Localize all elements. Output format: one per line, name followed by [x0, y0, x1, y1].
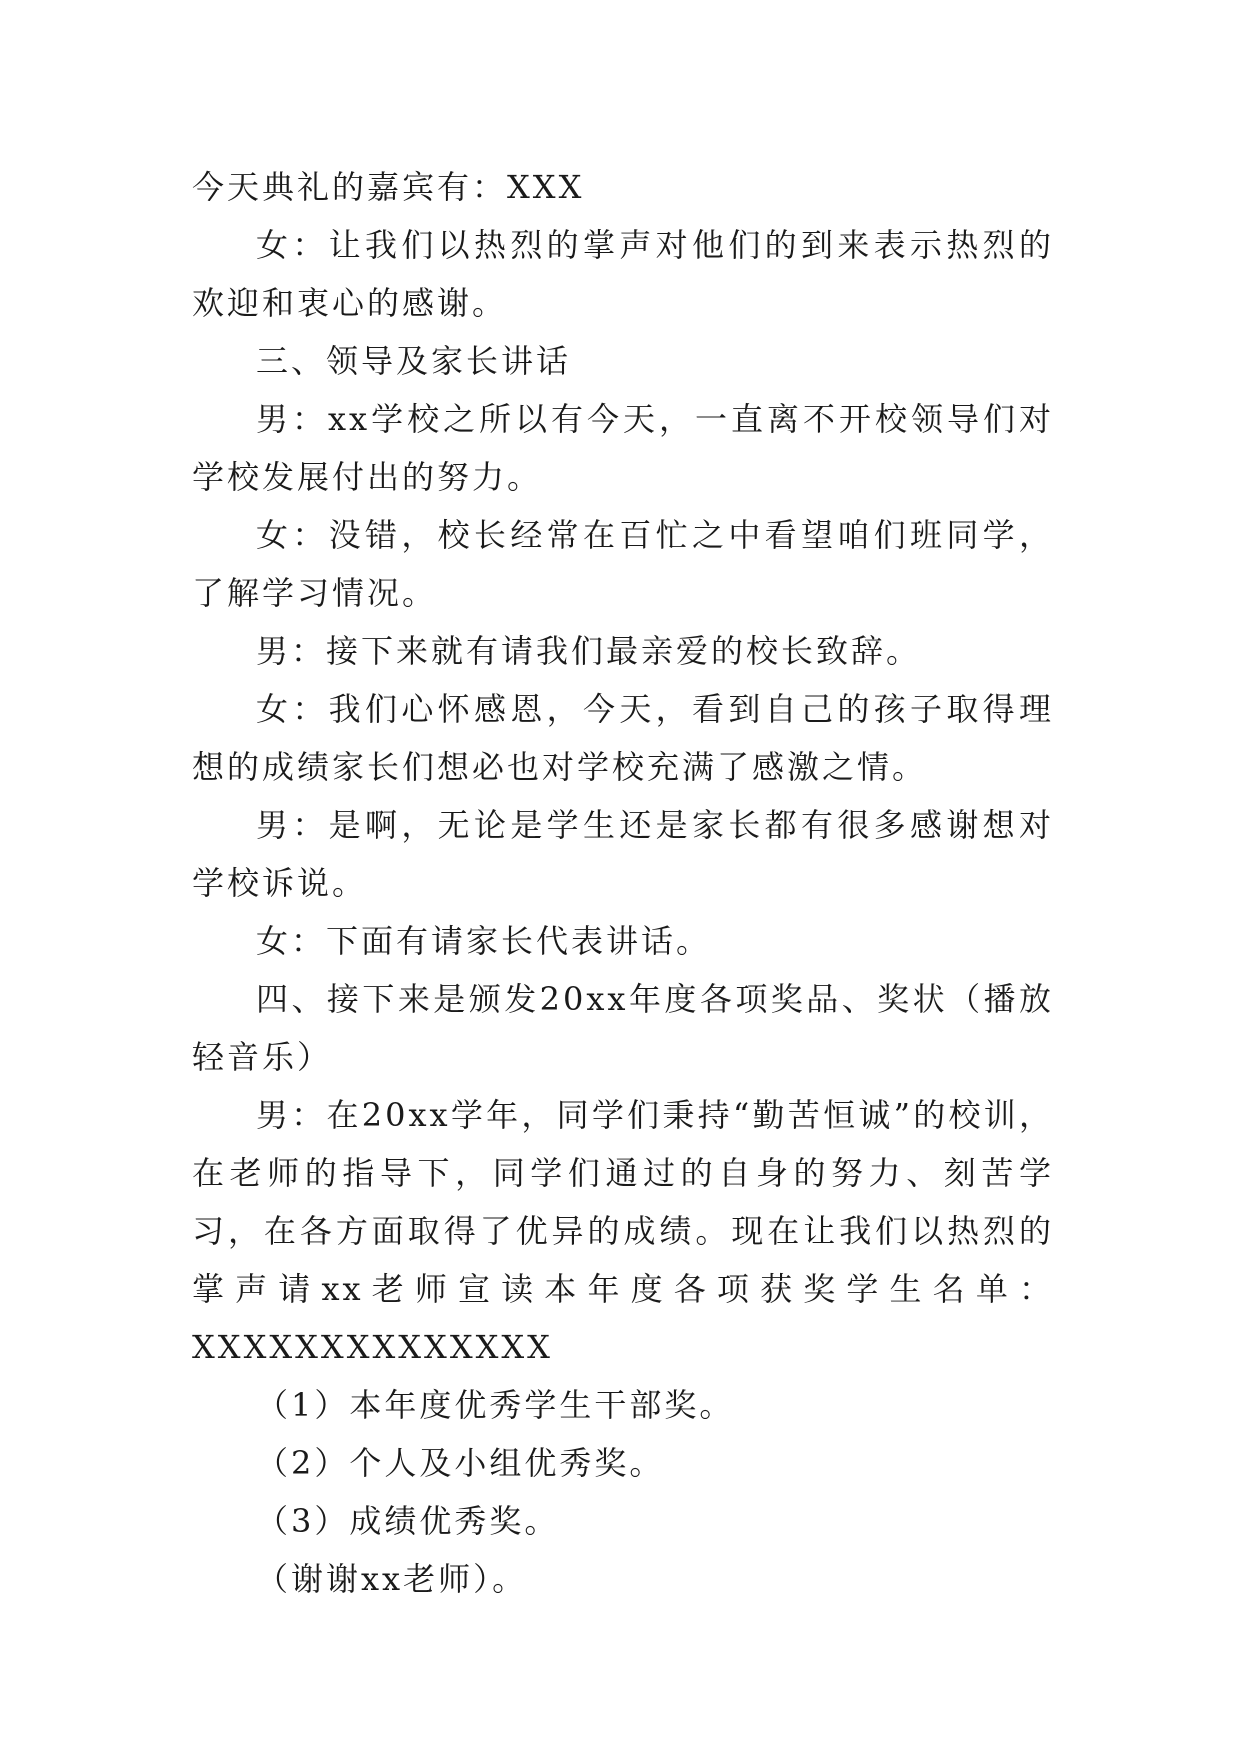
section-heading-awards: 四、接下来是颁发20xx年度各项奖品、奖状（播放轻音乐）	[192, 980, 1054, 1076]
award-item-1: （1）本年度优秀学生干部奖。	[256, 1386, 735, 1424]
section-heading-speeches: 三、领导及家长讲话	[256, 342, 572, 380]
award-item-3: （3）成绩优秀奖。	[256, 1502, 560, 1540]
document-body	[192, 158, 1054, 1608]
paragraph-closing-thanks: （谢谢xx老师）。	[256, 1560, 528, 1598]
paragraph-parent-speech: 女：下面有请家长代表讲话。	[256, 922, 712, 960]
paragraph-school-leaders: 男：xx学校之所以有今天，一直离不开校领导们对学校发展付出的努力。	[192, 400, 1054, 496]
paragraph-guests: 今天典礼的嘉宾有：XXX	[192, 168, 585, 206]
award-item-2: （2）个人及小组优秀奖。	[256, 1444, 665, 1482]
paragraph-thanks: 男：是啊，无论是学生还是家长都有很多感谢想对学校诉说。	[192, 806, 1054, 902]
paragraph-principal-speech: 男：接下来就有请我们最亲爱的校长致辞。	[256, 632, 922, 670]
paragraph-awards-intro: 男：在20xx学年，同学们秉持“勤苦恒诚”的校训，在老师的指导下，同学们通过的自身的努力、刻苦学习，在各方面取得了优异的成绩。现在让我们以热烈的掌声请xx老师宣读本年度各项获奖学生名单：XXXXXXXXXXXXXX	[192, 1096, 1054, 1366]
paragraph-principal-visits: 女：没错，校长经常在百忙之中看望咱们班同学，了解学习情况。	[192, 516, 1054, 612]
paragraph-gratitude: 女：我们心怀感恩，今天，看到自己的孩子取得理想的成绩家长们想必也对学校充满了感激之情。	[192, 690, 1054, 786]
paragraph-welcome: 女：让我们以热烈的掌声对他们的到来表示热烈的欢迎和衷心的感谢。	[192, 226, 1054, 322]
